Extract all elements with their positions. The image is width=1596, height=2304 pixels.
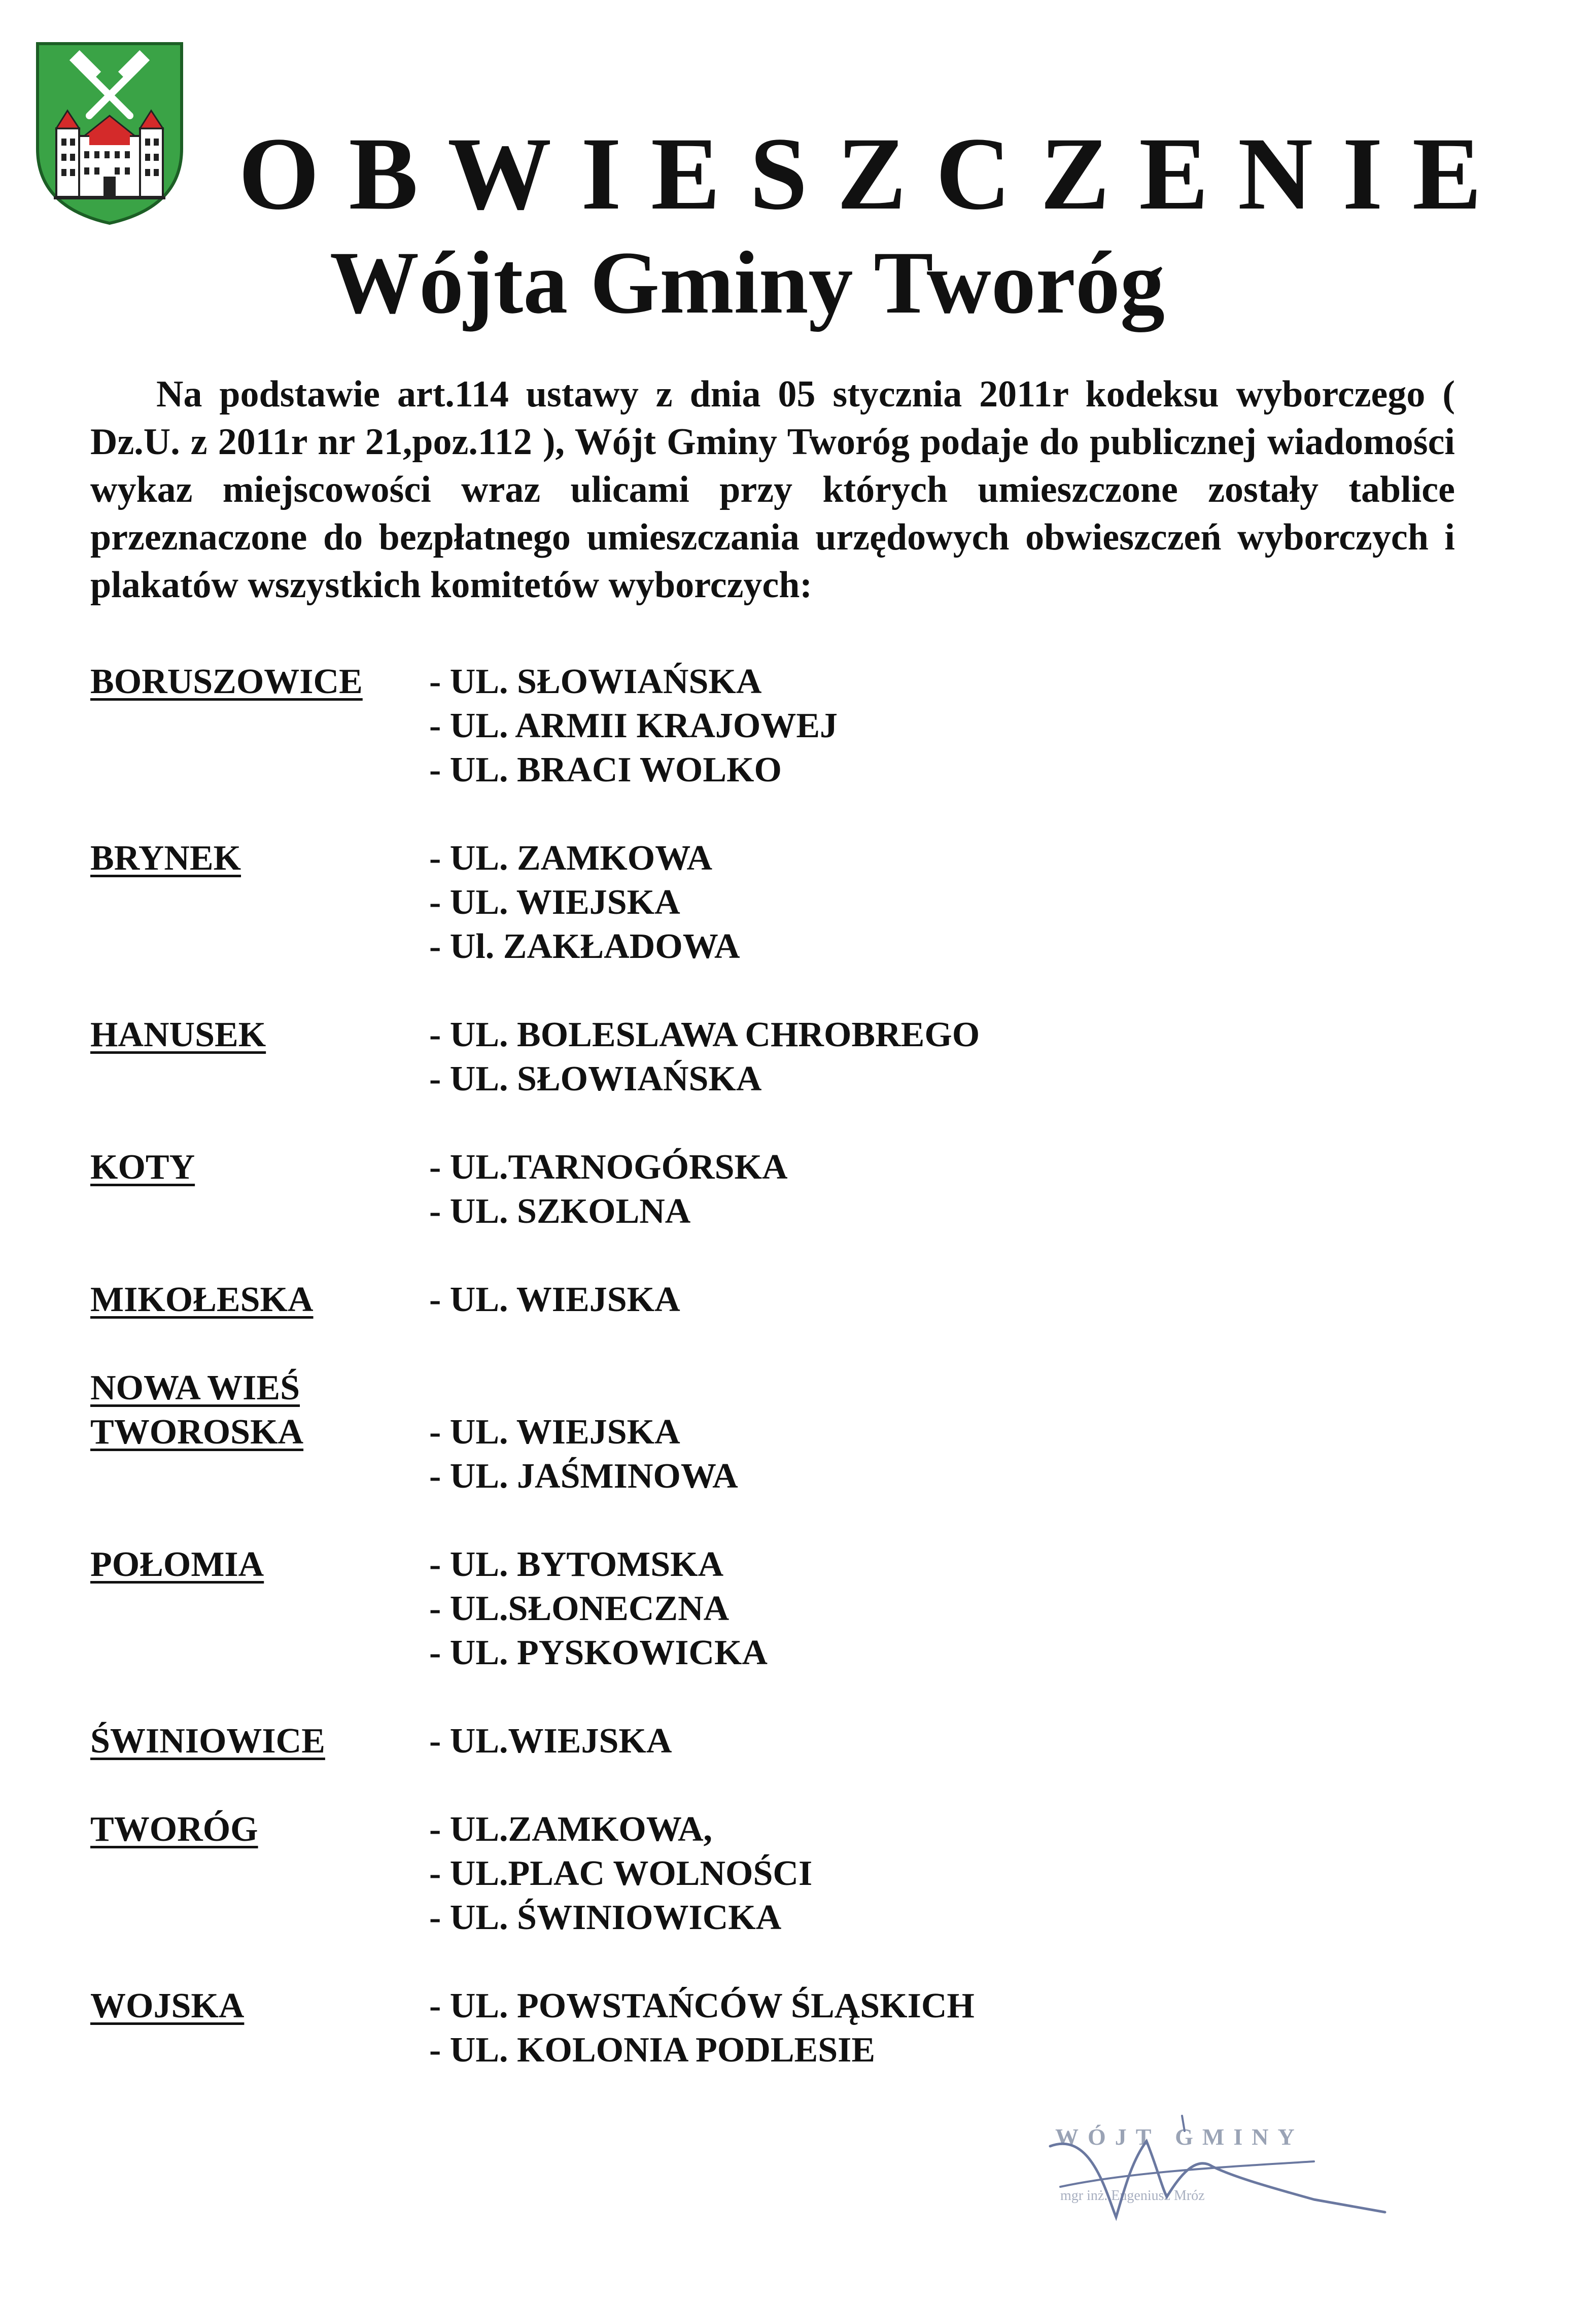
street-item: - UL. ŚWINIOWICKA	[429, 1898, 782, 1937]
document-title: OBWIESZCZENIE	[238, 116, 1511, 231]
street-list	[429, 1807, 1511, 1940]
location-name-line1: NOWA WIEŚ	[90, 1368, 300, 1407]
street-item: - Ul. ZAKŁADOWA	[429, 927, 740, 966]
street-item: - UL.WIEJSKA	[429, 1722, 672, 1761]
street-item: - UL. PYSKOWICKA	[429, 1633, 768, 1672]
street-item: - UL. ZAMKOWA	[429, 839, 713, 878]
street-item: - UL.TARNOGÓRSKA	[429, 1148, 788, 1187]
location-group	[90, 836, 1511, 969]
handwritten-signature	[1030, 2111, 1395, 2232]
street-item: - UL.SŁONECZNA	[429, 1589, 730, 1628]
coat-of-arms-emblem	[33, 40, 186, 227]
street-item: - UL. POWSTAŃCÓW ŚLĄSKICH	[429, 1986, 975, 2025]
location-group	[90, 1366, 1511, 1498]
location-group	[90, 660, 1511, 792]
location-group	[90, 1013, 1511, 1101]
street-list	[429, 1984, 1511, 2072]
stamp-name: mgr inż. Eugeniusz Mróz	[1060, 2188, 1205, 2204]
locations-list	[90, 660, 1511, 2072]
street-item: - UL. ARMII KRAJOWEJ	[429, 706, 838, 745]
street-item: - UL. SZKOLNA	[429, 1192, 691, 1231]
location-name: TWORÓG	[90, 1810, 258, 1849]
street-list	[429, 1013, 1511, 1101]
street-item: - UL. JAŚMINOWA	[429, 1457, 738, 1496]
street-list	[429, 1719, 1511, 1763]
street-list	[429, 660, 1511, 792]
street-list	[429, 1278, 1511, 1322]
street-item: - UL. WIEJSKA	[429, 883, 680, 922]
location-name: HANUSEK	[90, 1015, 266, 1054]
intro-paragraph: Na podstawie art.114 ustawy z dnia 05 stycznia 2011r kodeksu wyborczego ( Dz.U. z 2011r nr 21,poz.112 ), Wójt Gminy Tworóg podaje do publicznej wiadomości wykaz miejscowości wraz ulicami przy których umieszczone zostały tablice przeznaczone do bezpłatnego umieszczania urzędowych obwieszczeń wyborczych i plakatów wszystkich komitetów wyborczych:	[90, 373, 1455, 606]
location-name: WOJSKA	[90, 1986, 245, 2025]
location-name-line2: TWOROSKA	[90, 1413, 304, 1452]
street-item: - UL. BYTOMSKA	[429, 1545, 724, 1584]
street-list	[429, 1542, 1511, 1675]
street-item: - UL. WIEJSKA	[429, 1413, 680, 1452]
location-name: ŚWINIOWICE	[90, 1722, 325, 1761]
street-list	[429, 1410, 1511, 1498]
location-group	[90, 1984, 1511, 2072]
location-name: BRYNEK	[90, 839, 241, 878]
location-group	[90, 1542, 1511, 1675]
street-item: - UL. BRACI WOLKO	[429, 750, 782, 789]
street-item: - UL. SŁOWIAŃSKA	[429, 662, 762, 701]
location-group	[90, 1807, 1511, 1940]
street-item: - UL. BOLESLAWA CHROBREGO	[429, 1015, 980, 1054]
location-name: KOTY	[90, 1148, 195, 1187]
street-item: - UL. WIEJSKA	[429, 1280, 680, 1319]
location-name: MIKOŁESKA	[90, 1280, 314, 1319]
street-list	[429, 1145, 1511, 1233]
location-group	[90, 1145, 1511, 1233]
document-subtitle: Wójta Gminy Tworóg	[330, 233, 1165, 332]
location-group	[90, 1278, 1511, 1322]
street-item: - UL.ZAMKOWA,	[429, 1810, 713, 1849]
location-name: POŁOMIA	[90, 1545, 264, 1584]
street-item: - UL.PLAC WOLNOŚCI	[429, 1854, 813, 1893]
street-list	[429, 836, 1511, 969]
location-group	[90, 1719, 1511, 1763]
street-item: - UL. KOLONIA PODLESIE	[429, 2031, 876, 2070]
street-item: - UL. SŁOWIAŃSKA	[429, 1059, 762, 1098]
stamp-heading: WÓJT GMINY	[1055, 2124, 1304, 2150]
location-name: BORUSZOWICE	[90, 662, 363, 701]
